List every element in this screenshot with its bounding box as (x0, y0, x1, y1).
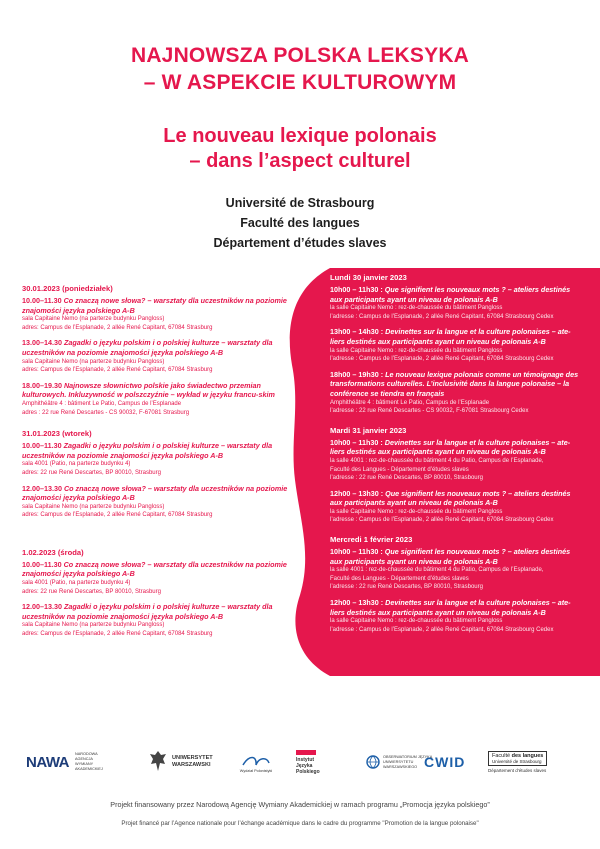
event-location-line: sala Capitaine Nemo (na parterze budynku Pangloss) (22, 358, 165, 365)
event-title (22, 560, 290, 579)
title-french (0, 124, 600, 174)
nawa-wordmark: NAWA (26, 753, 69, 771)
event-title (330, 327, 582, 346)
schedule-event (330, 438, 582, 483)
event-title (22, 338, 290, 357)
schedule-event (22, 602, 290, 638)
event-title (330, 547, 582, 566)
event-title (330, 370, 582, 399)
schedule-event (330, 327, 582, 363)
event-time: 13h00 – 14h30 : (330, 327, 384, 337)
footer-polish: Projekt finansowany przez Narodową Agencję Wymiany Akademickiej w ramach programu „Promocja języka polskiego” (110, 800, 490, 809)
event-time: 10h00 – 11h30 : (330, 437, 383, 447)
event-location-line: adres: 22 rue René Descartes, BP 80010, Strasburg (22, 588, 161, 595)
institution-block (0, 193, 600, 253)
schedule-event (330, 285, 582, 321)
footer-french: Projet financé par l’Agence nationale pour l’échange académique dans le cadre du programme "Promotion de la langue polonaise" (121, 820, 479, 827)
nawa-subtitle: NARODOWA AGENCJA WYMIANY AKADEMICKIEJ (75, 752, 103, 771)
schedule-event (330, 598, 582, 634)
event-location-line: adres : 22 rue René Descartes - CS 90032, F-67081 Strasburg (22, 409, 190, 416)
event-location-line: l’adresse : Campus de l’Esplanade, 2 allée René Capitant, 67084 Strasbourg Cedex (330, 517, 554, 524)
event-title (22, 296, 290, 315)
event-location-line: l’adresse : 22 rue René Descartes, BP 80010, Strasbourg (330, 584, 483, 591)
event-location-line: la salle Capitaine Nemo : rez-de-chaussée du bâtiment Pangloss (330, 347, 503, 354)
schedule-event (22, 560, 290, 596)
event-time: 12.00–13.30 (22, 602, 62, 612)
fdl-langues: des langues (511, 753, 544, 759)
nawa-logo (26, 742, 111, 782)
event-location-line: l’adresse : Campus de l’Esplanade, 2 allée René Capitant, 67084 Strasbourg Cedex (330, 356, 554, 363)
event-name: Devinettes sur la langue et la culture polonaises – ate-liers destinés aux participants ayant un niveau de polonais A-B (330, 327, 571, 346)
fdl-uni: Université de Strasbourg (492, 759, 542, 764)
event-name: Devinettes sur la langue et la culture polonaises – ate-liers destinés aux participants ayant un niveau de polonais A-B (330, 598, 571, 617)
event-location-line: l’adresse : 22 rue René Descartes - CS 90032, F-67081 Strasbourg Cedex (330, 408, 529, 415)
event-title (22, 381, 290, 400)
event-name: Devinettes sur la langue et la culture polonaises – ate-liers destinés aux participants ayant un niveau de polonais A-B (330, 437, 571, 457)
title-polish (0, 42, 600, 96)
event-time: 10.00–11.30 (22, 296, 62, 305)
event-location-line: sala 4001 (Patio, na parterze budynku 4) (22, 580, 131, 587)
event-name: Co znaczą nowe słowa? – warsztaty dla uczestników na poziomie znajomości języka polskiego A-B (22, 559, 287, 579)
event-time: 12h00 – 13h30 : (330, 488, 384, 498)
wp-name: Wydział Polonistyki (239, 768, 273, 773)
wp-logo (236, 742, 276, 782)
event-location-line: adres: 22 rue René Descartes, BP 80010, Strasburg (22, 469, 161, 476)
event-name: Najnowsze słownictwo polskie jako świadectwo przemian kulturowych. Inkluzywność w polszczyźnie – wykład w języku francu-skim (22, 380, 275, 400)
institution-line: Département d’études slaves (213, 236, 387, 250)
uw-name: UNIWERSYTET WARSZAWSKI (172, 755, 213, 768)
event-name: Que signifient les nouveaux mots ? – ateliers destinés aux participants ayant un niveau de polonais A-B (330, 285, 571, 304)
event-location-line: sala Capitaine Nemo (na parterze budynku Pangloss) (22, 503, 165, 510)
event-location-line: la salle 4001 : rez-de-chaussée du bâtiment 4 du Patio, Campus de l’Esplanade, (330, 567, 544, 574)
cwid-wordmark: CWID (424, 754, 466, 770)
ijp-name: Instytut Języka Polskiego (296, 756, 320, 775)
book-icon (241, 751, 271, 769)
event-time: 10h00 – 11h30 : (330, 547, 383, 557)
day-heading: Lundi 30 janvier 2023 (330, 273, 407, 282)
event-time: 12h00 – 13h30 : (330, 598, 384, 608)
event-time: 10.00–11.30 (22, 559, 62, 569)
event-location-line: Faculté des Langues - Département d’études slaves (330, 575, 469, 582)
title-polish-line: NAJNOWSZA POLSKA LEKSYKA (130, 44, 470, 67)
event-location-line: adres: Campus de l’Esplanade, 2 allée René Capitant, 67084 Strasburg (22, 512, 213, 519)
event-name: Co znaczą nowe słowa? – warsztaty dla uczestników na poziomie znajomości języka polskiego A-B (22, 296, 287, 315)
day-heading: Mercredi 1 février 2023 (330, 535, 413, 545)
title-french-line: Le nouveau lexique polonais (163, 125, 437, 147)
event-location-line: sala 4001 (Patio, na parterze budynku 4) (22, 461, 131, 468)
event-name: Zagadki o języku polskim i o polskiej kulturze – warsztaty dla uczestników na poziomie znajomości języka polskiego A-B (22, 602, 273, 621)
event-title (330, 285, 582, 304)
event-location-line: adres: Campus de l’Esplanade, 2 allée René Capitant, 67084 Strasburg (22, 631, 213, 638)
eagle-icon (148, 749, 168, 775)
event-location-line: l’adresse : 22 rue René Descartes, BP 80010, Strasbourg (330, 475, 483, 482)
event-time: 18h00 – 19h30 : (330, 369, 384, 379)
event-time: 10.00–11.30 (22, 441, 62, 451)
day-heading: 31.01.2023 (wtorek) (22, 429, 92, 439)
event-location-line: la salle Capitaine Nemo : rez-de-chaussée du bâtiment Pangloss (330, 508, 503, 515)
event-location-line: sala Capitaine Nemo (na parterze budynku Pangloss) (22, 316, 165, 323)
schedule-event (22, 441, 290, 477)
event-location-line: Amphithéâtre 4 : bâtiment Le Patio, Campus de l’Esplanade (22, 400, 182, 407)
schedule-event (330, 489, 582, 525)
day-heading: 1.02.2023 (środa) (22, 547, 84, 557)
event-time: 10h00 – 11h30 : (330, 285, 383, 294)
event-name: Le nouveau lexique polonais comme un témoignage des transformations culturelles. L’inclusivité dans la langue polonaise – la conférence se tiendra en français (330, 369, 579, 398)
event-location-line: adres: Campus de l’Esplanade, 2 allée René Capitant, 67084 Strasburg (22, 324, 213, 331)
event-name: Zagadki o języku polskim i o polskiej kulturze – warsztaty dla uczestników na poziomie znajomości języka polskiego A-B (22, 338, 273, 357)
event-time: 13.00–14.30 (22, 338, 62, 348)
day-heading: Mardi 31 janvier 2023 (330, 425, 407, 435)
title-polish-line: – W ASPEKCIE KULTUROWYM (143, 71, 457, 94)
title-french-line: – dans l’aspect culturel (189, 150, 411, 172)
event-location-line: la salle Capitaine Nemo : rez-de-chaussée du bâtiment Pangloss (330, 618, 503, 625)
event-title (330, 438, 582, 457)
event-location-line: la salle Capitaine Nemo : rez-de-chaussée du bâtiment Pangloss (330, 305, 503, 312)
uw-logo (148, 742, 224, 782)
event-name: Zagadki o języku polskim i o polskiej kulturze – warsztaty dla uczestników na poziomie znajomości języka polskiego A-B (22, 441, 273, 460)
event-name: Co znaczą nowe słowa? – warsztaty dla uczestników na poziomie znajomości języka polskiego A-B (22, 483, 288, 503)
flag-icon (296, 750, 316, 755)
institution-line: Université de Strasbourg (225, 196, 375, 210)
ojp-name: OBSERWATORIUM JĘZYKA UNIWERSYTETU WARSZAWSKIEGO (383, 754, 433, 769)
fdl-department: Département d’études slaves (488, 768, 547, 773)
event-time: 12.00–13.30 (22, 483, 62, 493)
event-location-line: adres: Campus de l’Esplanade, 2 allée René Capitant, 67084 Strasburg (22, 367, 213, 374)
event-name: Que signifient les nouveaux mots ? – ateliers destinés aux participants ayant un niveau de polonais A-B (330, 488, 571, 508)
event-location-line: Faculté des Langues - Département d’études slaves (330, 466, 469, 473)
event-location-line: l’adresse : Campus de l’Esplanade, 2 allée René Capitant, 67084 Strasbourg Cedex (330, 626, 554, 633)
fdl-logo (488, 742, 547, 782)
globe-icon (366, 755, 380, 769)
fdl-faculte: Faculté (492, 753, 511, 759)
schedule-event (22, 296, 290, 332)
schedule-event (22, 338, 290, 374)
schedule-event (22, 381, 290, 417)
event-location-line: l’adresse : Campus de l’Esplanade, 2 allée René Capitant, 67084 Strasbourg Cedex (330, 313, 554, 320)
event-time: 18.00–19.30 (22, 380, 62, 390)
schedule-event (330, 370, 582, 416)
event-title (22, 484, 290, 503)
event-title (330, 489, 582, 508)
ijp-logo (296, 742, 324, 782)
event-name: Que signifient les nouveaux mots ? – ateliers destinés aux participants ayant un niveau de polonais A-B (330, 547, 571, 566)
event-location-line: la salle 4001 : rez-de-chaussée du bâtiment 4 du Patio, Campus de l’Esplanade, (330, 457, 544, 464)
event-location-line: sala Capitaine Nemo (na parterze budynku Pangloss) (22, 622, 165, 629)
event-title (22, 602, 290, 621)
event-location-line: Amphithéâtre 4 : bâtiment Le Patio, Campus de l’Esplanade (330, 399, 490, 406)
partner-logos (0, 742, 600, 782)
schedule-event (22, 484, 290, 520)
institution-line: Faculté des langues (240, 216, 360, 230)
schedule-french (330, 273, 582, 640)
schedule-event (330, 547, 582, 592)
schedule-polish (22, 284, 290, 645)
day-heading: 30.01.2023 (poniedziałek) (22, 284, 113, 293)
event-title (330, 598, 582, 617)
cwid-logo (424, 742, 465, 782)
event-title (22, 441, 290, 460)
